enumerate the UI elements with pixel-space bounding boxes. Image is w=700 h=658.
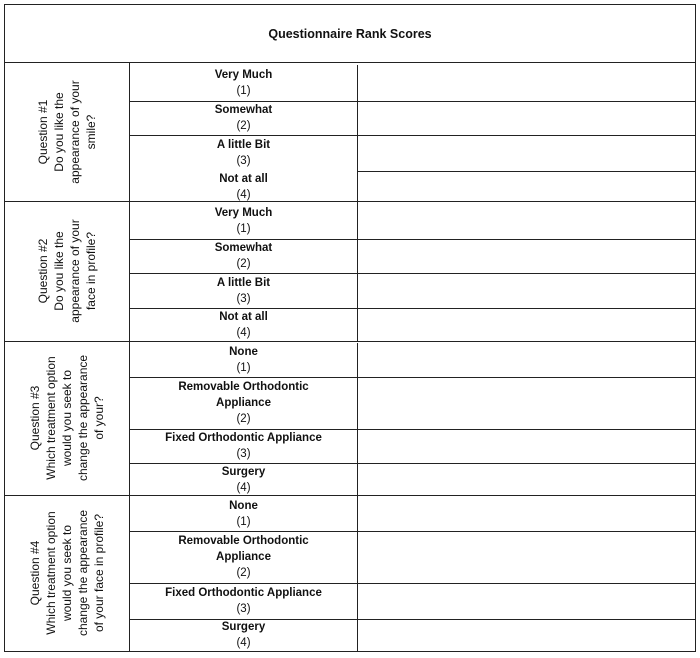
table-title: Questionnaire Rank Scores bbox=[5, 5, 695, 63]
question-3-line: change the appearance bbox=[76, 354, 90, 482]
question-3-line: of your? bbox=[92, 396, 106, 440]
question-3-line: Question #3 bbox=[28, 385, 42, 451]
row-divider bbox=[130, 101, 695, 102]
rank-scores-table bbox=[4, 4, 696, 652]
question-1-line: Question #1 bbox=[36, 99, 50, 165]
q4-option-2: Removable Orthodontic Appliance (2) bbox=[130, 531, 358, 583]
question-4-line: Question #4 bbox=[28, 540, 42, 606]
question-2-line: appearance of your bbox=[68, 219, 82, 323]
q3-option-3: Fixed Orthodontic Appliance (3) bbox=[130, 429, 358, 463]
row-divider bbox=[130, 377, 695, 378]
row-divider bbox=[130, 531, 695, 532]
row-divider bbox=[130, 619, 695, 620]
row-divider bbox=[130, 463, 695, 464]
question-4-cell bbox=[5, 495, 130, 651]
question-4-label bbox=[27, 510, 107, 636]
question-2-cell bbox=[5, 201, 130, 341]
question-1-line: smile? bbox=[84, 114, 98, 150]
q2-option-1: Very Much (1) bbox=[130, 203, 358, 239]
q1-option-3: A little Bit (3) bbox=[130, 135, 358, 171]
q2-option-3: A little Bit (3) bbox=[130, 273, 358, 308]
question-2-line: Question #2 bbox=[36, 238, 50, 304]
row-divider bbox=[358, 171, 695, 172]
q4-option-4: Surgery (4) bbox=[130, 619, 358, 651]
question-2-line: face in profile? bbox=[84, 231, 98, 311]
row-divider bbox=[130, 429, 695, 430]
question-1-line: Do you like the bbox=[52, 92, 66, 172]
question-2-label bbox=[35, 219, 99, 322]
question-4-line: would you seek to bbox=[60, 524, 74, 622]
q4-option-3: Fixed Orthodontic Appliance (3) bbox=[130, 583, 358, 619]
row-divider bbox=[130, 583, 695, 584]
row-divider bbox=[130, 308, 695, 309]
row-divider bbox=[130, 273, 695, 274]
question-2-line: Do you like the bbox=[52, 231, 66, 311]
question-3-line: would you seek to bbox=[60, 369, 74, 467]
q1-option-1: Very Much (1) bbox=[130, 65, 358, 101]
question-4-line: change the appearance bbox=[76, 509, 90, 637]
question-1-cell bbox=[5, 63, 130, 201]
section-divider bbox=[5, 495, 695, 496]
q3-option-1: None (1) bbox=[130, 343, 358, 377]
q3-option-2: Removable Orthodontic Appliance (2) bbox=[130, 377, 358, 429]
q1-option-2: Somewhat (2) bbox=[130, 101, 358, 135]
section-divider bbox=[5, 201, 695, 202]
q3-option-4: Surgery (4) bbox=[130, 463, 358, 497]
question-1-line: appearance of your bbox=[68, 80, 82, 184]
q2-option-2: Somewhat (2) bbox=[130, 239, 358, 273]
question-4-line: of your face in profile? bbox=[92, 513, 106, 633]
section-divider bbox=[5, 341, 695, 342]
question-3-line: Which treatment option bbox=[44, 356, 58, 480]
score-column bbox=[358, 63, 695, 651]
q4-option-1: None (1) bbox=[130, 497, 358, 531]
row-divider bbox=[130, 239, 695, 240]
q2-option-4: Not at all (4) bbox=[130, 308, 358, 342]
question-3-cell bbox=[5, 341, 130, 495]
question-1-label bbox=[35, 80, 99, 183]
question-4-line: Which treatment option bbox=[44, 511, 58, 635]
question-3-label bbox=[27, 355, 107, 481]
row-divider bbox=[130, 135, 695, 136]
q1-option-4: Not at all (4) bbox=[130, 171, 358, 203]
